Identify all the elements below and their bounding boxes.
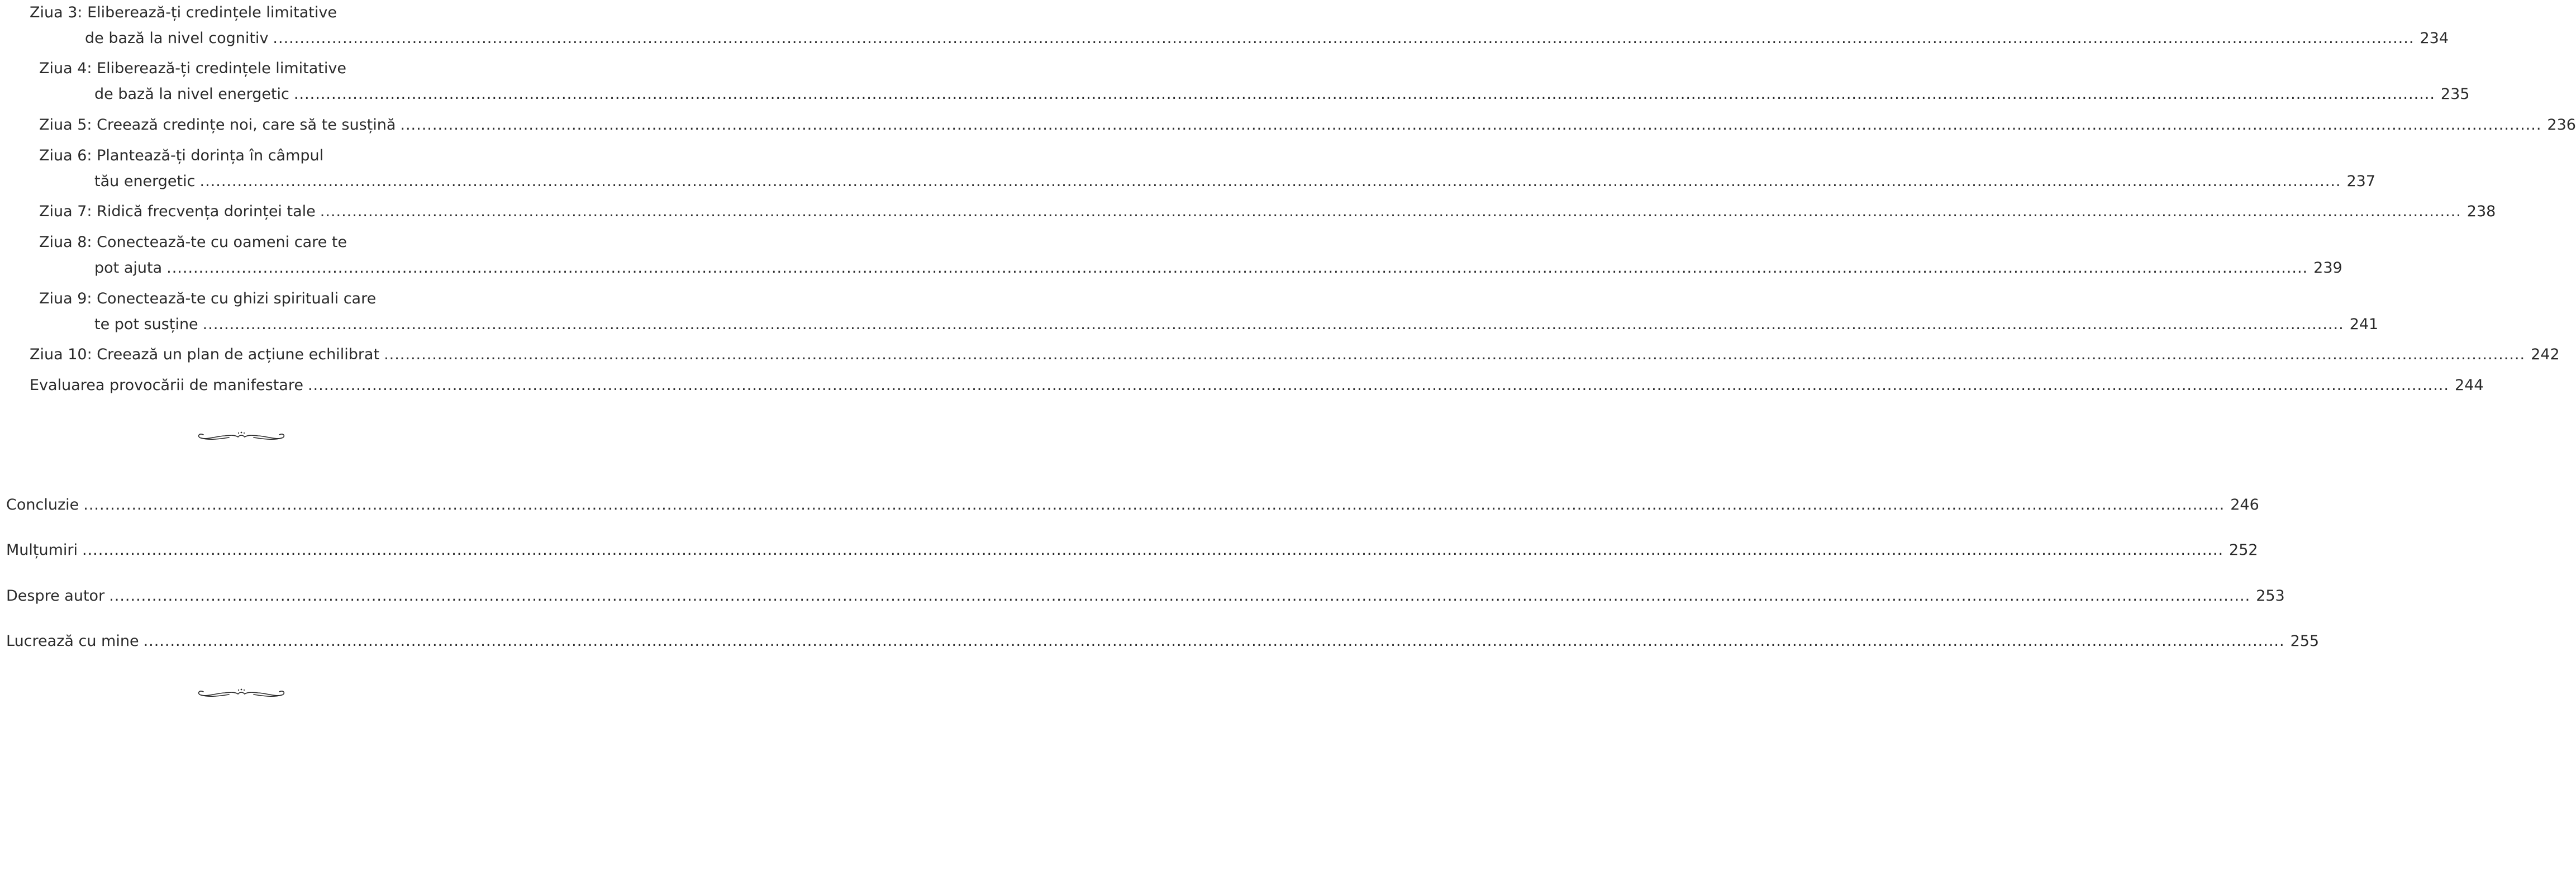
toc-entry-lucreaza-cu-mine[interactable] — [6, 630, 2320, 653]
toc-entry-label: Despre autor — [6, 587, 105, 605]
dot-leader: ................................................................................................................................................................................................................................................................................................................................................................................................................ — [143, 633, 2285, 650]
dot-leader: ................................................................................................................................................................................................................................................................................................................................................................................................................ — [202, 316, 2344, 333]
toc-entry-ziua-8-line1[interactable] — [39, 231, 347, 254]
toc-entry-label: Ziua 9: Conectează-te cu ghizi spirituali care — [39, 290, 377, 307]
toc-entry-label: Ziua 8: Conectează-te cu oameni care te — [39, 234, 347, 251]
toc-page-number: 238 — [2467, 203, 2496, 220]
toc-page-number: 235 — [2440, 85, 2470, 103]
dot-leader: ................................................................................................................................................................................................................................................................................................................................................................................................................ — [400, 116, 2542, 134]
toc-entry-ziua-3-line2[interactable] — [85, 27, 2449, 50]
toc-entry-label: tău energetic — [94, 173, 196, 190]
toc-page-number: 253 — [2256, 587, 2285, 605]
dot-leader: ................................................................................................................................................................................................................................................................................................................................................................................................................ — [82, 541, 2224, 559]
toc-entry-label: Evaluarea provocării de manifestare — [30, 377, 303, 394]
dot-leader: ................................................................................................................................................................................................................................................................................................................................................................................................................ — [199, 173, 2341, 190]
dot-leader: ................................................................................................................................................................................................................................................................................................................................................................................................................ — [109, 587, 2251, 605]
toc-entry-ziua-9-line1[interactable] — [39, 288, 376, 310]
dot-leader: ................................................................................................................................................................................................................................................................................................................................................................................................................ — [83, 496, 2225, 513]
toc-entry-ziua-3-line1[interactable] — [30, 2, 337, 24]
toc-entry-label: pot ajuta — [94, 259, 163, 277]
toc-entry-ziua-6-line1[interactable] — [39, 145, 323, 167]
dot-leader: ................................................................................................................................................................................................................................................................................................................................................................................................................ — [384, 346, 2526, 363]
toc-entry-ziua-8-line2[interactable] — [94, 257, 2342, 279]
dot-leader: ................................................................................................................................................................................................................................................................................................................................................................................................................ — [293, 85, 2435, 103]
dot-leader: ................................................................................................................................................................................................................................................................................................................................................................................................................ — [307, 377, 2449, 394]
toc-entry-label: Ziua 3: Eliberează-ți credințele limitative — [30, 4, 337, 21]
toc-entry-label: de bază la nivel energetic — [94, 85, 289, 103]
toc-entry-ziua-7[interactable] — [39, 201, 2496, 223]
flourish-divider-icon — [196, 429, 287, 444]
toc-entry-multumiri[interactable] — [6, 539, 2258, 562]
toc-entry-ziua-9-line2[interactable] — [94, 313, 2379, 336]
toc-entry-label: Mulțumiri — [6, 541, 78, 559]
toc-entry-label: Ziua 6: Plantează-ți dorința în câmpul — [39, 147, 324, 164]
toc-entry-label: Ziua 10: Creează un plan de acțiune echilibrat — [30, 346, 380, 363]
toc-entry-concluzie[interactable] — [6, 494, 2259, 516]
dot-leader: ................................................................................................................................................................................................................................................................................................................................................................................................................ — [273, 30, 2415, 47]
toc-entry-evaluarea[interactable] — [30, 374, 2484, 397]
toc-entry-label: Concluzie — [6, 496, 79, 513]
toc-entry-ziua-4-line1[interactable] — [39, 58, 346, 80]
toc-page-number: 246 — [2230, 496, 2259, 513]
toc-entry-label: Ziua 5: Creează credințe noi, care să te susțină — [39, 116, 396, 134]
toc-page-number: 252 — [2229, 541, 2258, 559]
toc-entry-label: Ziua 7: Ridică frecvența dorinței tale — [39, 203, 316, 220]
toc-entry-label: Ziua 4: Eliberează-ți credințele limitative — [39, 60, 346, 77]
toc-page-number: 255 — [2290, 633, 2320, 650]
toc-entry-ziua-6-line2[interactable] — [94, 170, 2376, 193]
flourish-divider-icon — [196, 686, 287, 701]
toc-page-number: 242 — [2531, 346, 2560, 363]
dot-leader: ................................................................................................................................................................................................................................................................................................................................................................................................................ — [320, 203, 2461, 220]
toc-page-number: 236 — [2547, 116, 2576, 134]
toc-entry-despre-autor[interactable] — [6, 585, 2285, 607]
toc-page-number: 244 — [2454, 377, 2484, 394]
dot-leader: ................................................................................................................................................................................................................................................................................................................................................................................................................ — [166, 259, 2308, 277]
toc-page-number: 241 — [2349, 316, 2379, 333]
toc-entry-label: Lucrează cu mine — [6, 633, 139, 650]
toc-entry-ziua-10[interactable] — [30, 344, 2560, 366]
toc-entry-ziua-5[interactable] — [39, 114, 2576, 136]
toc-page-number: 234 — [2420, 30, 2449, 47]
toc-page-number: 239 — [2313, 259, 2342, 277]
toc-page-number: 237 — [2346, 173, 2376, 190]
toc-entry-label: te pot susține — [94, 316, 198, 333]
toc-entry-label: de bază la nivel cognitiv — [85, 30, 269, 47]
toc-entry-ziua-4-line2[interactable] — [94, 83, 2470, 106]
